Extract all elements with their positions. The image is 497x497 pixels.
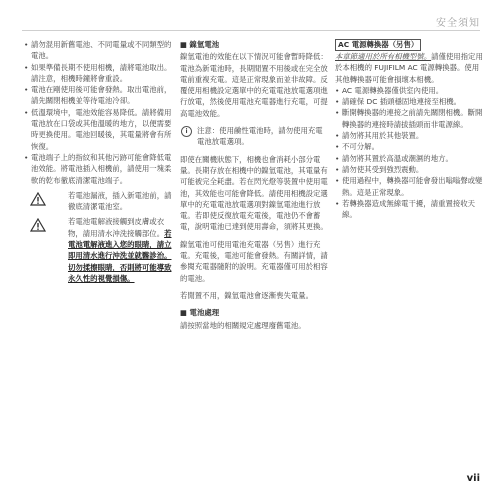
column-3 (335, 39, 483, 220)
header-rule (22, 30, 480, 31)
warning-block (24, 190, 172, 213)
list-item: • 請勿使其受到強烈震動。 (335, 164, 424, 174)
list-item: • 低溫環境中，電池效能容易降低。請將備用電池放在口袋或其他溫暖的地方，以便需要時更換使用。電池回暖後，其電量將會有所恢復。 (24, 107, 172, 151)
list-item: • 請確保 DC 插頭穩固地連接至相機。 (335, 97, 462, 107)
list-item: • 請勿將其用於其他裝置。 (335, 131, 424, 141)
list-item: • 使用過程中，轉換器可能會發出嗡嗡聲或變熱。這是正常現象。 (335, 176, 483, 197)
warning-text: 若電池電解液接觸到皮膚或衣物，請用清水沖洗接觸部位。若電池電解液進入您的眼睛，請立即用清水進行沖洗並就醫診治。切勿揉擦眼睛，否則將可能導致永久性的視覺損傷。 (68, 217, 172, 283)
list-item: • 不可分解。 (335, 142, 379, 152)
warning-block (24, 216, 172, 284)
note: i 注意：使用鹼性電池時，請勿使用充電電池放電選項。 (180, 125, 328, 148)
paragraph: 若閒置不用，鎳氫電池會逐漸喪失電量。 (180, 290, 314, 300)
list-item: • 電池在剛使用後可能會發熱。取出電池前，請先關閉相機並等待電池冷卻。 (24, 85, 172, 106)
paragraph: 即使在關機狀態下，相機也會消耗小部分電量。長期存放在相機中的鎳氫電池，其電量有可能被完全耗盡。若在閃光燈等裝置中使用電池，其效能也可能會降低。請使用相機設定選單中的充電電池放電選項對鎳氫電池進行放電。若即使反復放電充電後，電池仍不會蓄電，說明電池已達到使用壽命，須將其更換。 (180, 154, 328, 232)
list-item: • 若轉換器造成無線電干擾，請重置接收天線。 (335, 198, 476, 220)
warning-emphasis: 若電池電解液進入您的眼睛，請立即用清水進行沖洗並就醫診治。切勿揉擦眼睛，否則將可能導致永久性的視覺損傷。 (68, 228, 172, 283)
warning-text: 若電池漏液，插入新電池前，請徹底清潔電池室。 (68, 190, 172, 212)
list-item: • 請勿混用新舊電池、不同電量或不同類型的電池。 (24, 40, 172, 61)
note-icon: i (181, 126, 192, 137)
page-number: vii (466, 473, 480, 484)
section-tag: AC 電源轉換器（另售） (335, 39, 421, 51)
list-item: • 如果準備長期不使用相機，請將電池取出。請注意，相機時鐘將會重設。 (24, 62, 172, 83)
warning-icon (30, 192, 46, 209)
section-title: ■ 電池處理 (180, 308, 220, 318)
column-1 (24, 39, 172, 284)
paragraph: 請按照當地的相關規定處理廢舊電池。 (180, 320, 306, 330)
section-title: ■ 鎳氫電池 (180, 40, 220, 49)
paragraph: 本章節適用於所有相機型號。請僅使用指定用於本相機的 FUJIFILM AC 電源轉換器。使用其他轉換器可能會損壞本相機。 (335, 52, 483, 84)
paragraph: 鎳氫電池可使用電池充電器（另售）進行充電。充電後，電池可能會發熱。有關詳情，請參閱充電器隨附的說明。充電器僅可用於相容的電池。 (180, 239, 328, 283)
list-item: • 電池端子上的指紋和其他污跡可能會降低電池效能。將電池插入相機前，請使用一塊柔軟的乾布徹底清潔電池端子。 (24, 152, 172, 185)
list-item: • 請勿將其置於高溫或潮濕的地方。 (335, 153, 453, 163)
warning-icon (30, 218, 46, 235)
paragraph: 鎳氫電池的效能在以下情況可能會暫時降低：電池為新電池時，長期閒置不用後或在完全放電前重複充電。這是正常現象而並非故障。反覆使用相機設定選單中的充電電池放電選項進行放電，然後使用電池充電器進行充電，可提高電池效能。 (180, 52, 328, 118)
list-item: • 斷開轉換器的連接之前請先關閉相機。斷開轉換器的連接時請拔插頭而非電源線。 (335, 108, 483, 129)
page-header-title: 安全須知 (436, 18, 480, 29)
list-item: • AC 電源轉換器僅供室內使用。 (335, 85, 444, 95)
column-2 (180, 39, 328, 331)
